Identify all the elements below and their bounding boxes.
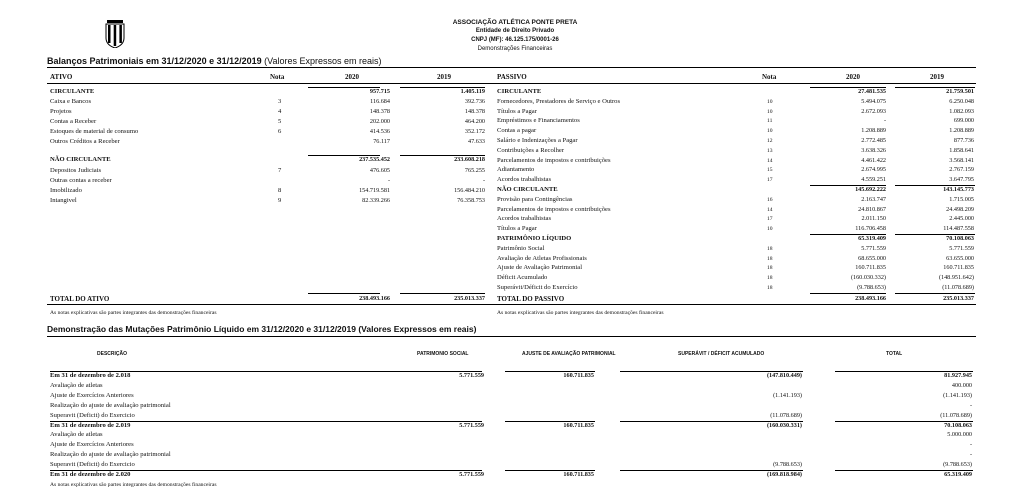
liability-row-label: PATRIMÔNIO LÍQUIDO [497,235,572,242]
liability-row-note: 18 [767,285,773,291]
asset-row-note: 4 [278,108,282,115]
asset-row-note: 5 [278,118,282,125]
asset-row-label: Estoques de material de consumo [50,128,139,135]
asset-row-note: 6 [278,128,282,135]
asset-row-2019: 233.608.218 [454,156,485,163]
mutation-rule-ajuste [505,371,595,372]
mutation-row-total: 70.108.063 [944,421,972,429]
mutation-row-social: 5.771.559 [459,421,484,429]
liability-row-note: 15 [767,167,773,174]
liability-row-label: Déficit Acumulado [497,274,548,282]
mutation-row-label: Superavit (Deficit) do Exercicio [50,461,135,469]
liability-row-2019: 24.498.209 [946,205,974,213]
mutation-row-total: - [969,401,972,409]
liability-subtotal-rule-2019 [895,87,975,88]
liability-row-label: Avaliação de Atletas Profissionais [497,254,587,262]
mutation-row-superavit: (160.030.331) [766,421,802,429]
mutation-row-label: Superavit (Deficit) do Exercicio [50,411,135,419]
liability-row-note: 18 [767,275,773,282]
asset-row-2019: 156.484.210 [454,187,485,194]
mutation-row-total: - [969,441,972,449]
asset-row-2020: 148.378 [369,108,390,115]
liability-row-2020: 65.319.409 [858,235,886,242]
balance-title-main: Balanços Patrimoniais em 31/12/2020 e 31/12/2019 [47,56,262,66]
asset-row-2020: 202.000 [369,118,390,125]
mutation-rule-sup [620,371,803,372]
mutation-row-ajuste: 160.711.835 [563,372,594,379]
liability-subtotal-rule-2019 [895,234,975,235]
liability-row-note: 18 [767,245,773,252]
asset-row-2019: 352.172 [464,128,485,135]
total-assets-2020-rule [308,293,380,294]
liability-row-2020: 2.011.150 [861,215,886,223]
liability-row-2019: 1.858.641 [949,146,974,154]
liability-row-note: 12 [767,138,773,144]
mutation-row-label: Ajuste de Exercícios Anteriores [50,391,134,399]
mutations-footnote: As notas explicativas são partes integrantes das demonstrações financeiras [50,482,217,488]
liability-row-note: 10 [767,226,773,233]
liability-row-2020: 5.494.075 [861,97,886,105]
liability-subtotal-rule-2020 [810,185,886,186]
asset-row-2020: 237.535.452 [359,156,390,163]
liability-row-label: Títulos a Pagar [497,107,537,115]
asset-row-2019: 765.255 [464,167,485,174]
liability-row-2019: 1.082.093 [949,107,974,115]
liability-row-label: Acordos trabalhistas [497,176,552,184]
liability-row-2019: 2.445.000 [949,215,974,223]
liability-row-2019: 114.487.558 [943,225,974,233]
liability-row-note: 17 [767,177,773,184]
title-rule [47,67,976,68]
asset-row-2020: 116.684 [370,98,390,105]
asset-row-2019: - [482,177,485,184]
liability-row-note: 14 [767,206,773,213]
liability-row-2020: 1.208.889 [861,127,886,135]
asset-subtotal-rule-2019 [400,155,485,156]
asset-row-label: Caixa e Bancos [50,98,92,105]
mutation-row-label: Em 31 de dezembro de 2.019 [50,421,131,429]
mutation-rule-total [835,470,973,471]
liability-row-note: 13 [767,147,773,154]
liability-row-2019: 21.759.501 [946,88,974,95]
liability-row-note: 17 [767,216,773,223]
liability-row-2020: 2.772.485 [861,137,886,144]
liability-row-2019: 5.771.559 [949,244,974,252]
liability-row-note: 10 [767,98,773,105]
mutations-title-rule [47,336,976,337]
total-rule [47,304,976,305]
mutation-rule-sup [620,421,803,422]
asset-subtotal-rule-2019 [400,87,485,88]
liability-row-label: Fornecedores, Prestadores de Serviço e Outros [497,97,621,105]
liability-row-label: Adiantamento [497,166,535,174]
mutation-rule-total [835,371,973,372]
liability-row-2019: 877.736 [953,137,974,144]
asset-row-2020: 957.715 [369,88,390,95]
liability-subtotal-rule-2020 [810,234,886,235]
total-assets-label: TOTAL DO ATIVO [50,295,110,303]
asset-row-label: Intangivel [50,197,77,204]
liability-row-2020: 2.674.995 [861,166,886,174]
mutation-row-superavit: (147.810.449) [766,372,802,379]
assets-2019-header: 2019 [437,73,451,81]
mutation-row-label: Avaliação de atletas [50,381,103,389]
liability-row-note: 10 [767,108,773,115]
mutation-rule-desc [50,470,482,471]
mutation-row-total: 400.000 [951,381,972,389]
mutation-row-total: 65.319.409 [944,471,972,478]
mutation-row-total: 5.000.000 [947,431,972,439]
liabilities-header: PASSIVO [497,73,527,81]
liability-row-2020: 27.481.535 [858,88,886,95]
asset-row-2019: 47.633 [467,138,485,145]
asset-row-label: CIRCULANTE [50,88,95,95]
liability-row-2019: 3.568.141 [949,156,974,164]
liability-row-2020: (9.788.653) [857,284,886,291]
org-cnpj: CNPJ (MF): 46.125.175/0001-26 [471,37,559,43]
liabilities-2019-header: 2019 [930,73,944,81]
mutation-rule-ajuste [505,470,595,471]
mutation-row-label: Realização do ajuste de avaliação patrimonial [50,401,171,409]
asset-row-label: Contas a Receber [50,118,97,125]
mutation-rule-total [835,421,973,422]
liability-row-label: Contribuições a Recolher [497,146,565,154]
liability-row-label: Provisão para Contingências [497,195,573,203]
liability-row-label: Superávit/Déficit do Exercício [497,284,578,291]
assets-header: ATIVO [50,73,73,81]
liability-row-2019: (148.951.642) [938,274,974,282]
mutation-row-label: Em 31 de dezembro de 2.020 [50,471,131,478]
mutation-rule-ajuste [505,421,595,422]
club-crest-logo [104,20,126,48]
liability-subtotal-rule-2020 [810,87,886,88]
mut-header-ajuste: AJUSTE DE AVALIAÇÃO PATRIMONIAL [522,351,616,357]
liabilities-note-header: Nota [762,73,777,81]
report-subtitle: Demonstrações Financeiras [477,46,553,52]
asset-row-2020: - [387,177,390,184]
liability-row-2019: 143.145.773 [943,186,974,193]
assets-2020-header: 2020 [345,73,359,81]
balance-footnote-left: As notas explicativas são partes integrantes das demonstrações financeiras [50,310,217,316]
balance-title [47,56,382,66]
mut-header-social: PATRIMONIO SOCIAL [417,351,469,357]
mutation-row-superavit: (11.078.689) [770,411,802,419]
mutation-row-ajuste: 160.711.835 [563,421,594,429]
mutations-title: Demonstração das Mutações Patrimônio Líquido em 31/12/2020 e 31/12/2019 (Valores Expressos em reais) [47,324,477,334]
mutation-row-total: (1.141.193) [943,391,972,399]
liability-row-2020: 160.711.835 [855,264,886,272]
mutation-rule-desc [50,421,482,422]
liability-row-2019: 160.711.835 [943,264,974,272]
mutation-rule-desc [50,371,482,372]
total-assets-2020: 238.493.166 [359,295,390,302]
asset-row-note: 9 [278,197,282,204]
asset-row-2019: 392.736 [464,98,485,105]
mutation-rule-sup [620,470,803,471]
mutation-row-superavit: (1.141.193) [773,391,802,399]
liability-row-2020: - [883,117,886,125]
liability-row-2020: 4.559.251 [861,176,886,184]
asset-row-label: Depositos Judiciais [50,167,102,174]
liability-row-2019: 6.250.048 [949,97,974,105]
total-liabilities-label: TOTAL DO PASSIVO [497,295,565,303]
liability-row-note: 14 [767,157,773,164]
asset-row-2020: 82.339.266 [362,197,390,204]
mutation-row-label: Em 31 de dezembro de 2.018 [50,372,131,379]
liability-subtotal-rule-2019 [895,185,975,186]
asset-row-label: Outros Créditos a Receber [50,138,120,145]
mutation-row-social: 5.771.559 [459,471,484,478]
liability-row-2019: 1.715.005 [949,195,974,203]
asset-row-label: Imobilizado [50,187,82,194]
liability-row-label: Parcelamentos de impostos e contribuições [497,156,611,164]
liability-row-2019: 699.000 [953,117,974,125]
mut-header-total: TOTAL [886,351,903,357]
liabilities-2020-header: 2020 [846,73,860,81]
mutation-row-social: 5.771.559 [459,372,484,379]
asset-row-2020: 476.605 [369,167,390,174]
asset-row-2020: 76.117 [373,138,390,145]
liability-row-2020: 145.692.222 [855,186,886,193]
liability-row-2020: 68.655.000 [858,254,886,262]
asset-row-2020: 154.719.581 [359,187,390,194]
mutation-row-total: - [969,451,972,459]
liability-row-label: Títulos a Pagar [497,225,537,233]
liability-row-label: Parcelamentos de impostos e contribuições [497,205,611,213]
mutation-row-superavit: (169.818.984) [766,471,802,478]
mutation-row-label: Avaliação de atletas [50,431,103,439]
liability-row-label: Ajuste de Avaliação Patrimonial [497,264,583,272]
mutation-row-total: (9.788.653) [943,461,972,469]
asset-row-note: 3 [278,98,282,105]
total-assets-2019: 235.013.337 [454,295,485,302]
asset-row-2019: 76.358.753 [457,197,485,204]
mutation-row-ajuste: 160.711.835 [563,471,594,478]
liability-row-2020: (160.030.332) [850,274,886,282]
mutation-row-superavit: (9.788.653) [773,461,802,469]
liability-row-label: Patrimônio Social [497,244,545,252]
org-name: ASSOCIAÇÃO ATLÉTICA PONTE PRETA [452,19,578,26]
liability-row-2020: 5.771.559 [861,244,886,252]
liability-row-note: 10 [767,128,773,135]
liability-row-2020: 2.163.747 [861,195,886,203]
asset-row-2019: 464.200 [464,118,485,125]
liability-row-2019: 70.108.063 [946,235,974,242]
total-liabilities-2020: 238.493.166 [855,295,886,302]
liability-row-2019: 1.208.889 [949,127,974,135]
total-liabilities-2019: 235.013.337 [943,295,974,302]
liability-row-2020: 4.461.422 [861,156,886,164]
liability-row-label: Salário e Indenizações a Pagar [497,137,578,144]
total-liab-2019-rule [895,293,975,294]
liability-row-2019: 63.655.000 [946,254,974,262]
asset-subtotal-rule-2020 [308,87,380,88]
liability-row-2019: 3.647.795 [949,176,974,184]
liability-row-label: CIRCULANTE [497,88,542,95]
balance-title-units: (Valores Expressos em reais) [264,56,382,66]
liability-row-note: 11 [767,118,773,125]
asset-row-label: Projetos [50,108,72,115]
mutation-row-total: 81.927.945 [944,372,972,379]
liability-row-label: Empréstimos e Financiamentos [497,117,580,125]
liability-row-note: 18 [767,265,773,272]
mut-header-desc: DESCRIÇÃO [97,351,128,357]
total-assets-2019-rule [400,293,485,294]
asset-subtotal-rule-2020 [308,155,380,156]
asset-row-label: NÃO CIRCULANTE [50,156,111,163]
mutation-row-label: Ajuste de Exercícios Anteriores [50,441,134,449]
mut-header-superavit: SUPERÁVIT / DÉFICIT ACUMULADO [678,351,765,357]
liability-row-2020: 24.810.867 [858,205,886,213]
asset-row-2020: 414.536 [369,128,390,135]
asset-row-note: 7 [278,167,282,174]
total-liab-2020-rule [810,293,886,294]
liability-row-note: 18 [767,255,773,262]
assets-note-header: Nota [270,73,285,81]
org-type: Entidade de Direito Privado [475,28,555,34]
liability-row-2020: 3.638.326 [861,146,886,154]
liability-row-note: 16 [767,196,773,203]
asset-row-note: 8 [278,187,282,194]
asset-row-2019: 148.378 [464,108,485,115]
header-rule [47,83,976,84]
liability-row-label: Contas a pagar [497,127,537,135]
liability-row-2020: 2.672.093 [861,107,886,115]
liability-row-2019: 2.767.159 [949,166,974,174]
balance-footnote-right: As notas explicativas são partes integrantes das demonstrações financeiras [497,310,664,316]
asset-row-2019: 1.405.119 [460,88,485,95]
liability-row-2019: (11.078.689) [942,284,974,291]
mutation-row-total: (11.078.689) [940,411,972,419]
asset-row-label: Outras contas a receber [50,177,112,184]
mutation-row-label: Realização do ajuste de avaliação patrimonial [50,451,171,459]
liability-row-label: Acordos trabalhistas [497,215,552,223]
liability-row-label: NÃO CIRCULANTE [497,186,558,193]
liability-row-2020: 116.706.458 [855,225,886,233]
